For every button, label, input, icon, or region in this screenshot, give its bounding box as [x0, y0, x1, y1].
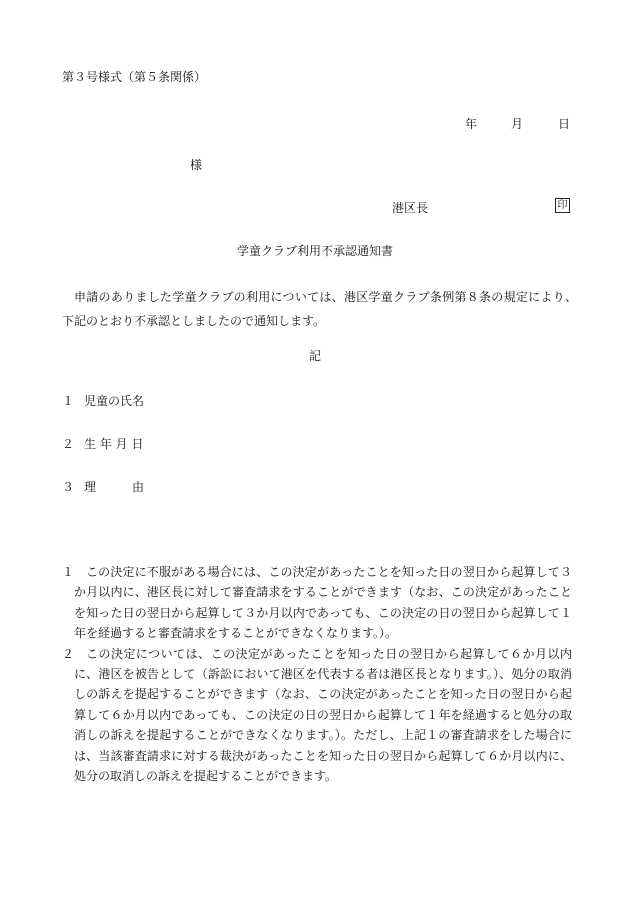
date-day-label: 日 [558, 117, 571, 131]
note-text: この決定に不服がある場合には、この決定があったことを知った日の翌日から起算して３か月以内に、港区長に対して審査請求をすることができます（なお、この決定があったことを知った日の翌日から起算して３か月以内であっても、この決定の日の翌日から起算して１年を経過すると審査請求をすることができなくなります。）。 [74, 565, 572, 641]
date-year-label: 年 [465, 117, 478, 131]
addressee-honorific: 様 [190, 158, 203, 172]
form-number: 第３号様式（第５条関係） [62, 70, 207, 84]
item-birthdate [62, 436, 143, 452]
item-label: 生 年 月 日 [84, 437, 144, 451]
body-paragraph: 申請のありました学童クラブの利用については、港区学童クラブ条例第８条の規定により、下記のとおり不承認としましたので通知します。 [62, 290, 577, 328]
note-number: ２ [62, 646, 75, 661]
ki-heading: 記 [308, 349, 321, 363]
item-number: １ [62, 394, 75, 408]
item-child-name [62, 393, 144, 409]
note-item [62, 644, 572, 787]
sender-title: 港区長 [392, 201, 429, 215]
note-item [62, 562, 572, 644]
notes-list [62, 562, 572, 786]
note-text: この決定については、この決定があったことを知った日の翌日から起算して６か月以内に、港区を被告として（訴訟において港区を代表する者は港区長となります。）、処分の取消しの訴えを提起することができます（なお、この決定があったことを知った日の翌日から起算して６か月以内であっても、この決定の日の翌日から起算して１年を経過すると処分の取消しの訴えを提起することができなくなります。）。ただし、上記１の審査請求をした場合には、当該審査請求に対する裁決があったことを知った日の翌日から起算して６か月以内に、処分の取消しの訴えを提起することができます。 [74, 646, 572, 784]
item-number: ３ [62, 480, 75, 494]
note-number: １ [62, 565, 75, 579]
document-title: 学童クラブ利用不承認通知書 [236, 244, 393, 258]
item-label: 理 由 [84, 480, 145, 494]
seal-mark: 印 [555, 198, 570, 213]
item-label: 児童の氏名 [84, 394, 145, 408]
item-number: ２ [62, 437, 75, 451]
item-reason [62, 479, 144, 495]
date-month-label: 月 [511, 117, 524, 131]
